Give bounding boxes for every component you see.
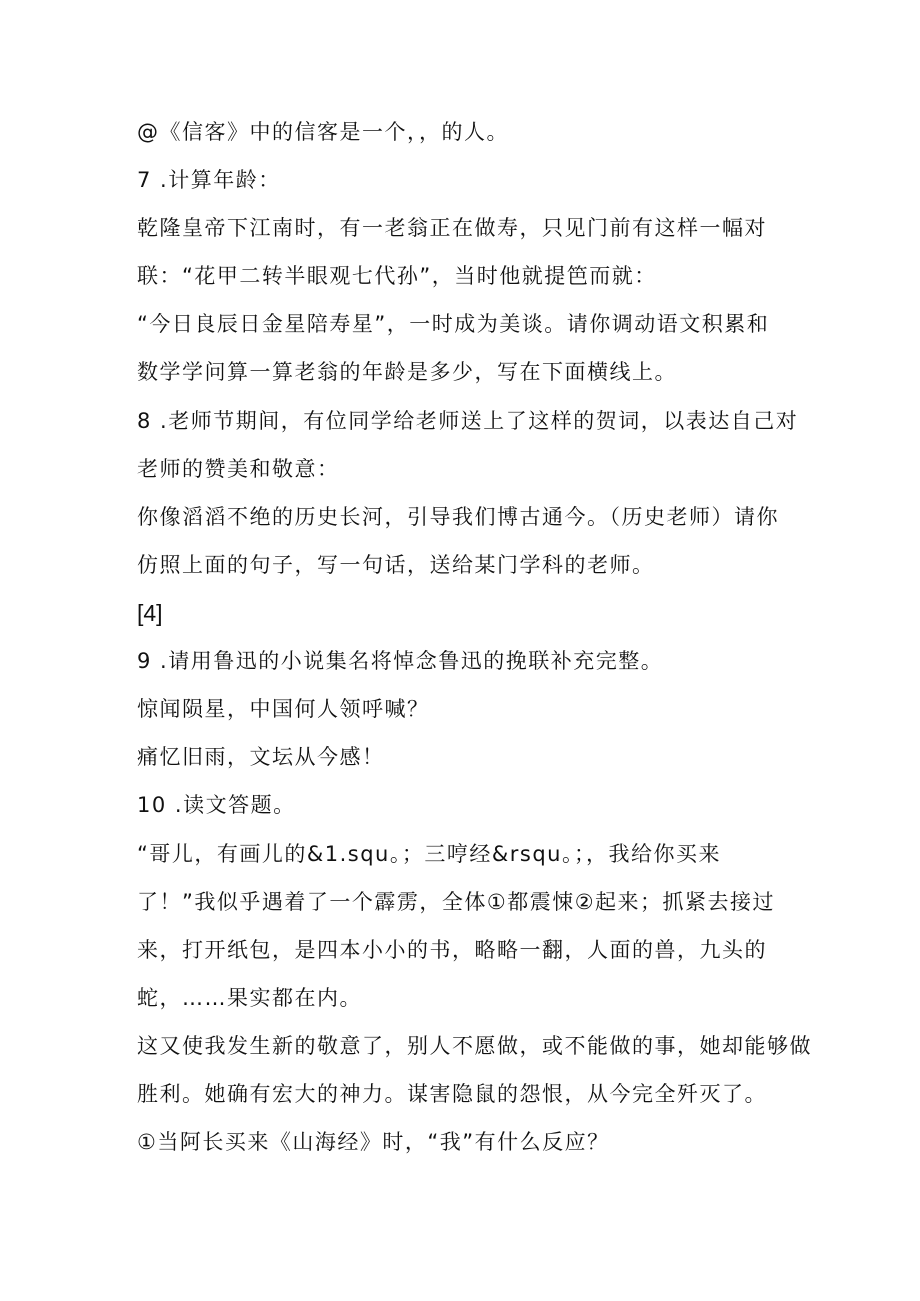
section-marker: [4]	[137, 600, 163, 626]
passage-line-4: 蛇，……果实都在内。	[137, 986, 362, 1010]
question-7-text-1: 乾隆皇帝下江南时，有一老翁正在做寿，只见门前有这样一幅对	[137, 216, 767, 240]
question-8-text-2: 你像滔滔不绝的历史长河，引导我们博古通今。（历史老师）请你	[137, 505, 779, 529]
passage-line-2: 了！”我似乎遇着了一个霹雳，全体①都震悚②起来；抓紧去接过	[137, 890, 776, 914]
question-7-heading: 7 .计算年龄：	[137, 168, 281, 192]
question-8-text-1: 老师的赞美和敬意：	[137, 457, 340, 481]
couplet-line-1: 惊闻陨星，中国何人领呼喊？	[137, 697, 430, 721]
passage-line-5: 这又使我发生新的敬意了，别人不愿做，或不能做的事，她却能够做	[137, 1034, 812, 1058]
question-10-heading: 10 .读文答题。	[137, 793, 296, 817]
passage-line-6: 胜利。她确有宏大的神力。谋害隐鼠的怨恨，从今完全歼灭了。	[137, 1082, 767, 1106]
question-7-text-2: 联：“花甲二转半眼观七代孙”，当时他就提笆而就：	[137, 264, 657, 288]
line-xinke-question: @《信客》中的信客是一个，，的人。	[137, 120, 509, 144]
passage-line-1: “哥儿，有画儿的&1.squ。；三哼经&rsqu。；，我给你买来	[137, 842, 721, 866]
question-8-heading: 8 .老师节期间，有位同学给老师送上了这样的贺词，以表达自己对	[137, 409, 799, 433]
question-8-text-3: 仿照上面的句子，写一句话，送给某门学科的老师。	[137, 553, 655, 577]
couplet-line-2: 痛忆旧雨，文坛从今感！	[137, 745, 385, 769]
question-9-heading: 9 .请用鲁迅的小说集名将悼念鲁迅的挽联补充完整。	[137, 649, 664, 673]
passage-line-3: 来，打开纸包，是四本小小的书，略略一翻，人面的兽，九头的	[137, 938, 767, 962]
sub-question-1: ①当阿长买来《山海经》时，“我”有什么反应？	[137, 1130, 610, 1154]
question-7-text-3: “今日良辰日金星陪寿星”，一时成为美谈。请你调动语文积累和	[137, 312, 770, 336]
question-7-text-4: 数学学问算一算老翁的年龄是多少，写在下面横线上。	[137, 360, 677, 384]
